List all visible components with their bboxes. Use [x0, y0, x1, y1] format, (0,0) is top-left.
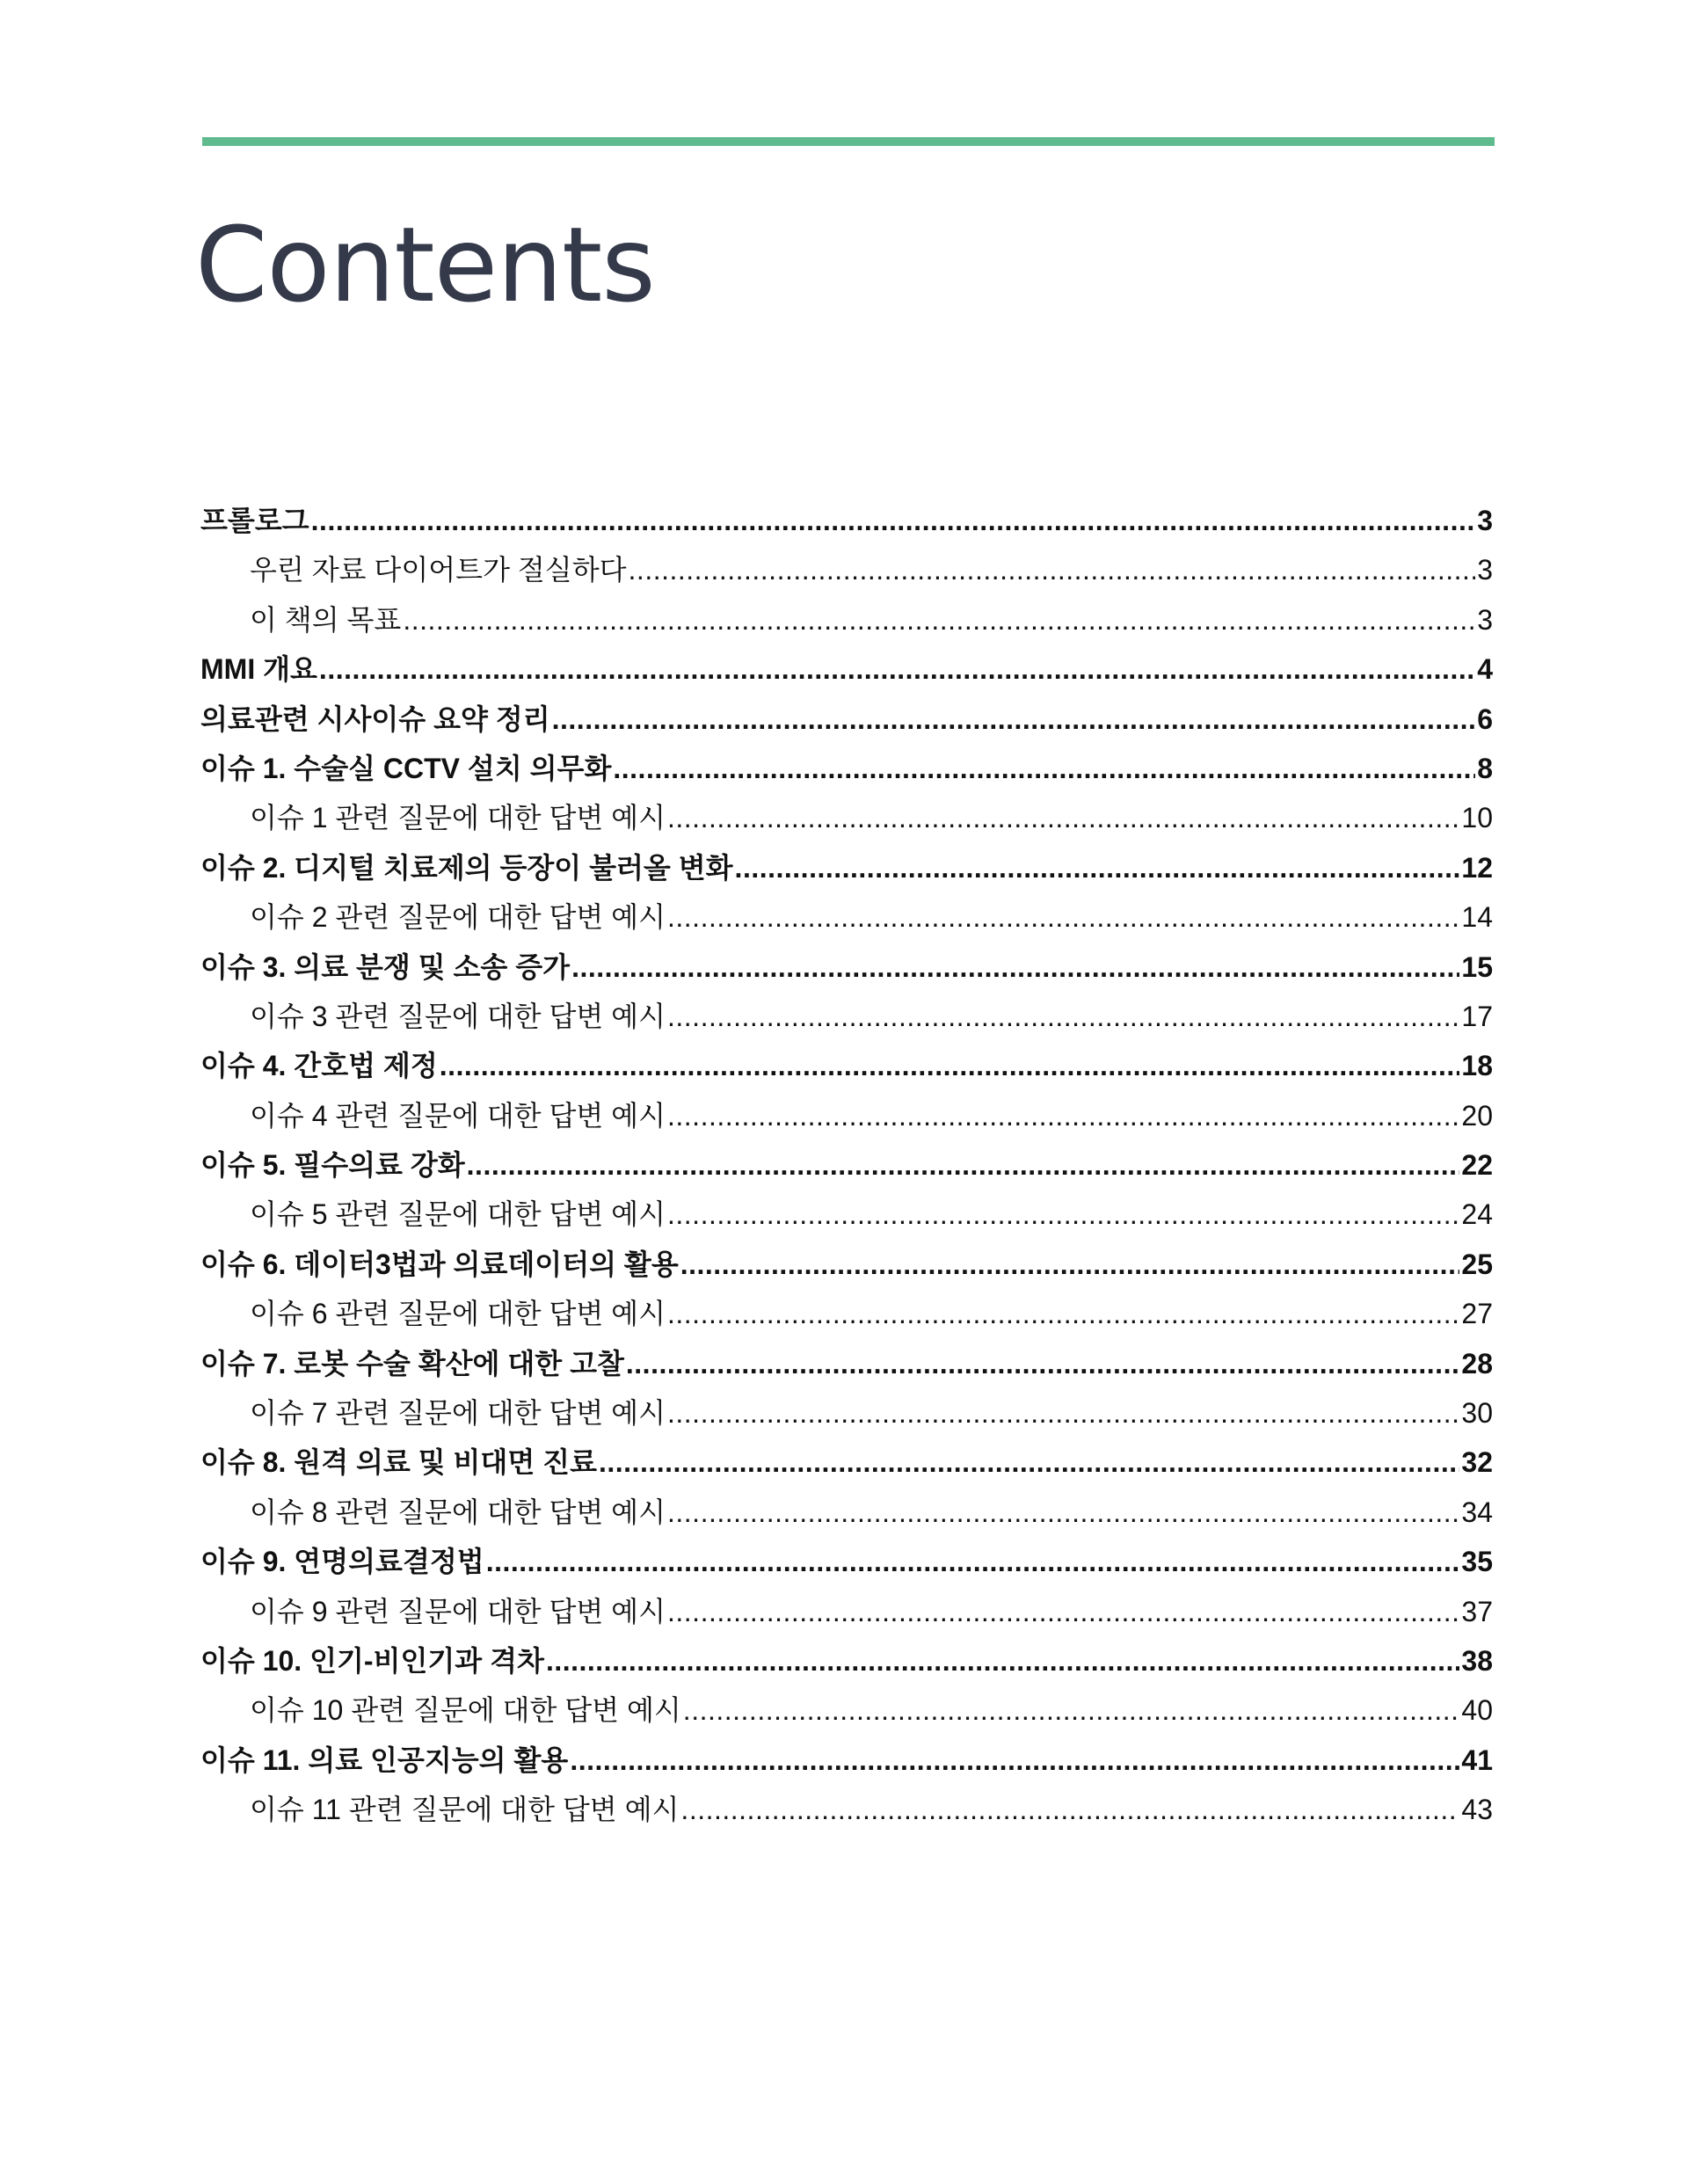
toc-page-number: 12 [1461, 851, 1493, 884]
toc-page-number: 35 [1461, 1546, 1493, 1578]
toc-entry-title: 이슈 6. 데이터3법과 의료데이터의 활용 [200, 1248, 679, 1280]
toc-page-number: 43 [1461, 1794, 1493, 1826]
toc-dot-leader [667, 1091, 1459, 1140]
toc-entry-title: 이슈 7 관련 질문에 대한 답변 예시 [250, 1397, 666, 1430]
toc-entry-title: 이슈 10 관련 질문에 대한 답변 예시 [250, 1694, 681, 1727]
toc-dot-leader [680, 1240, 1460, 1289]
toc-section-entry[interactable] [200, 793, 1493, 842]
toc-section-entry[interactable] [200, 992, 1493, 1041]
toc-chapter-entry[interactable] [200, 1537, 1493, 1586]
toc-chapter-entry[interactable] [200, 1636, 1493, 1685]
toc-entry-title: 이슈 11. 의료 인공지능의 활용 [200, 1744, 569, 1776]
toc-dot-leader [467, 1140, 1460, 1190]
toc-section-entry[interactable] [200, 595, 1493, 644]
toc-entry-title: 의료관련 시사이슈 요약 정리 [200, 703, 550, 735]
toc-page-number: 38 [1461, 1644, 1493, 1677]
toc-page-number: 28 [1461, 1347, 1493, 1380]
toc-page-number: 8 [1477, 752, 1493, 784]
toc-page-number: 34 [1461, 1496, 1493, 1528]
toc-page-number: 27 [1461, 1298, 1493, 1330]
header-rule [202, 137, 1495, 146]
toc-dot-leader [667, 1190, 1459, 1239]
toc-page-number: 41 [1461, 1744, 1493, 1776]
toc-dot-leader [667, 1488, 1459, 1537]
toc-entry-title: 이슈 10. 인기-비인기과 격차 [200, 1644, 544, 1677]
toc-entry-title: 이슈 4. 간호법 제정 [200, 1050, 438, 1082]
toc-page-number: 4 [1477, 653, 1493, 686]
toc-page-number: 3 [1477, 505, 1493, 536]
toc-page-number: 24 [1461, 1198, 1493, 1231]
toc-entry-title: 이슈 6 관련 질문에 대한 답변 예시 [250, 1298, 666, 1330]
toc-page-number: 3 [1477, 554, 1493, 586]
toc-entry-title: 이슈 8. 원격 의료 및 비대면 진료 [200, 1446, 597, 1479]
toc-entry-title: 이슈 9 관련 질문에 대한 답변 예시 [250, 1595, 666, 1627]
toc-dot-leader [667, 1289, 1459, 1338]
toc-entry-title: 프롤로그 [200, 505, 309, 536]
toc-entry-title: 이슈 5. 필수의료 강화 [200, 1149, 465, 1182]
toc-section-entry[interactable] [200, 1587, 1493, 1636]
toc-dot-leader [629, 545, 1476, 594]
toc-entry-title: 이슈 5 관련 질문에 대한 답변 예시 [250, 1198, 666, 1231]
toc-entry-title: 이슈 4 관련 질문에 대한 답변 예시 [250, 1099, 666, 1132]
toc-dot-leader [486, 1537, 1460, 1586]
toc-page-number: 10 [1461, 802, 1493, 834]
toc-section-entry[interactable] [200, 1190, 1493, 1239]
toc-dot-leader [667, 793, 1459, 842]
toc-page-number: 22 [1461, 1149, 1493, 1182]
toc-page-number: 3 [1477, 603, 1493, 636]
toc-dot-leader [403, 595, 1475, 644]
toc-chapter-entry[interactable] [200, 943, 1493, 992]
toc-entry-title: 이슈 1 관련 질문에 대한 답변 예시 [250, 802, 666, 834]
toc-dot-leader [546, 1636, 1459, 1685]
toc-section-entry[interactable] [200, 1488, 1493, 1537]
toc-section-entry[interactable] [200, 1785, 1493, 1834]
toc-page-number: 14 [1461, 901, 1493, 934]
toc-chapter-entry[interactable] [200, 1438, 1493, 1487]
toc-dot-leader [552, 695, 1476, 744]
toc-entry-title: 이 책의 목표 [250, 603, 402, 636]
toc-page-number: 40 [1461, 1694, 1493, 1727]
toc-section-entry[interactable] [200, 1388, 1493, 1438]
toc-chapter-entry[interactable] [200, 744, 1493, 793]
toc-chapter-entry[interactable] [200, 1736, 1493, 1785]
toc-dot-leader [319, 644, 1475, 694]
toc-page-number: 18 [1461, 1050, 1493, 1082]
toc-chapter-entry[interactable] [200, 843, 1493, 892]
toc-entry-title: 이슈 11 관련 질문에 대한 답변 예시 [250, 1794, 680, 1826]
toc-section-entry[interactable] [200, 1091, 1493, 1140]
toc-dot-leader [667, 1587, 1459, 1636]
toc-page-number: 20 [1461, 1099, 1493, 1132]
toc-dot-leader [680, 1785, 1459, 1834]
toc-dot-leader [570, 1736, 1459, 1785]
toc-dot-leader [667, 1388, 1459, 1438]
toc-entry-title: 이슈 1. 수술실 CCTV 설치 의무화 [200, 752, 612, 784]
toc-dot-leader [571, 943, 1459, 992]
toc-dot-leader [311, 496, 1476, 545]
toc-section-entry[interactable] [200, 1289, 1493, 1338]
toc-dot-leader [667, 892, 1459, 942]
toc-page-number: 15 [1461, 950, 1493, 983]
toc-dot-leader [735, 843, 1460, 892]
toc-entry-title: 이슈 2. 디지털 치료제의 등장이 불러올 변화 [200, 851, 733, 884]
toc-page-number: 6 [1477, 703, 1493, 735]
toc-dot-leader [440, 1041, 1460, 1090]
toc-entry-title: 우린 자료 다이어트가 절실하다 [250, 554, 627, 586]
toc-dot-leader [667, 992, 1459, 1041]
toc-entry-title: 이슈 7. 로봇 수술 확산에 대한 고찰 [200, 1347, 624, 1380]
toc-dot-leader [599, 1438, 1459, 1487]
toc-dot-leader [613, 744, 1475, 793]
toc-page-number: 37 [1461, 1595, 1493, 1627]
toc-entry-title: MMI 개요 [200, 653, 317, 686]
page-title: Contents [195, 204, 655, 325]
toc-page-number: 30 [1461, 1397, 1493, 1430]
toc-chapter-entry[interactable] [200, 1339, 1493, 1388]
toc-section-entry[interactable] [200, 1685, 1493, 1735]
toc-chapter-entry[interactable] [200, 1140, 1493, 1190]
toc-chapter-entry[interactable] [200, 1240, 1493, 1289]
toc-chapter-entry[interactable] [200, 695, 1493, 744]
toc-dot-leader [683, 1685, 1460, 1735]
toc-chapter-entry[interactable] [200, 644, 1493, 694]
toc-section-entry[interactable] [200, 545, 1493, 594]
toc-entry-title: 이슈 2 관련 질문에 대한 답변 예시 [250, 901, 666, 934]
toc-section-entry[interactable] [200, 892, 1493, 942]
toc-dot-leader [626, 1339, 1460, 1388]
toc-entry-title: 이슈 9. 연명의료결정법 [200, 1546, 484, 1578]
toc-entry-title: 이슈 3. 의료 분쟁 및 소송 증가 [200, 950, 571, 983]
toc-page-number: 25 [1461, 1248, 1493, 1280]
toc-chapter-entry[interactable] [200, 496, 1493, 545]
table-of-contents [200, 496, 1493, 1835]
toc-entry-title: 이슈 8 관련 질문에 대한 답변 예시 [250, 1496, 666, 1528]
toc-page-number: 32 [1461, 1446, 1493, 1479]
toc-chapter-entry[interactable] [200, 1041, 1493, 1090]
toc-entry-title: 이슈 3 관련 질문에 대한 답변 예시 [250, 1000, 666, 1032]
toc-page-number: 17 [1461, 1000, 1493, 1032]
